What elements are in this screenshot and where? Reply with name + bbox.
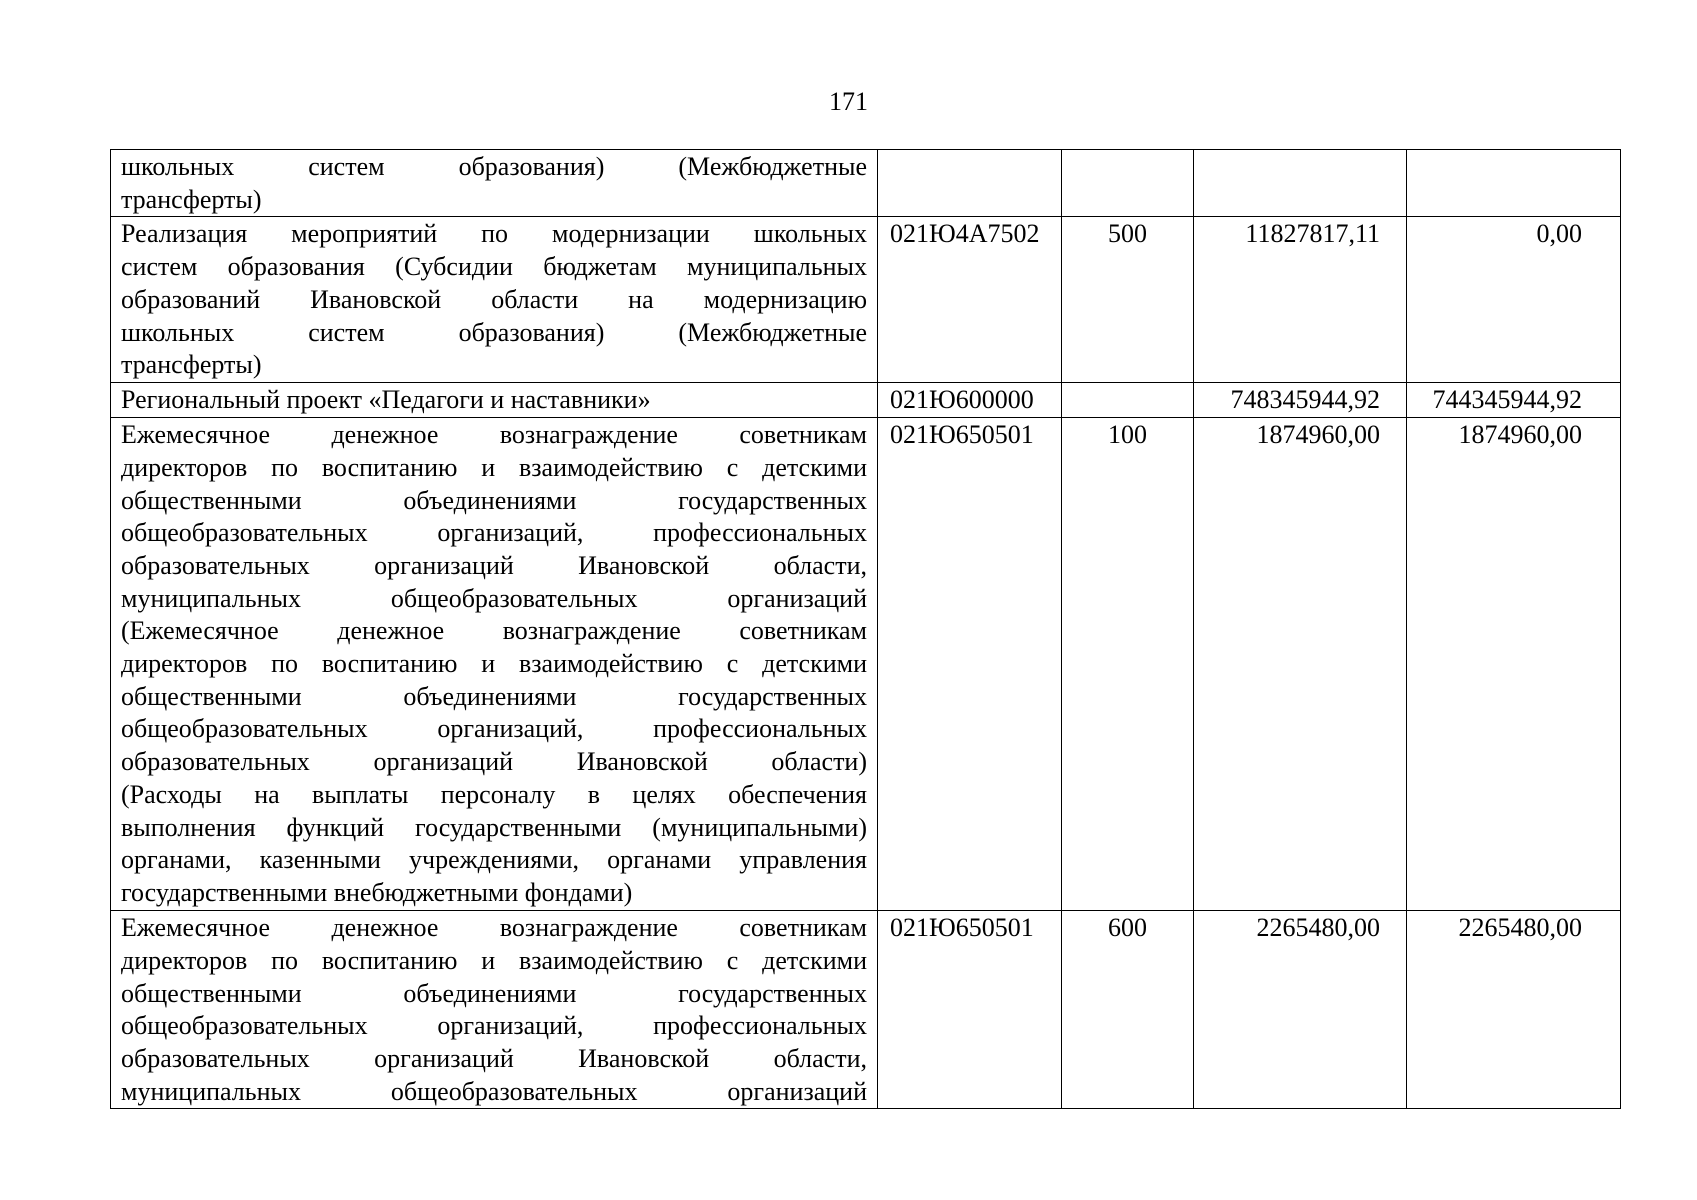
expense-name-line: директоров по воспитанию и взаимодействию с детскими [121, 452, 867, 482]
expense-name-line: (Ежемесячное денежное вознаграждение советникам [121, 616, 867, 646]
expense-name-cell [111, 418, 878, 911]
expense-name-cell [111, 150, 878, 217]
expense-name-line: общеобразовательных организаций, профессиональных [121, 714, 867, 744]
budget-table [110, 149, 1621, 1109]
target-article-code-cell: 021Ю4А7502 [878, 217, 1062, 383]
table-row [111, 150, 1621, 217]
expense-name-line: общеобразовательных организаций, профессиональных [121, 1011, 867, 1041]
amount-year1-cell [1194, 150, 1407, 217]
expense-name-line: трансферты) [121, 350, 262, 380]
expense-name-line: общественными объединениями государственных [121, 681, 867, 711]
table-row [111, 418, 1621, 911]
table-row [111, 911, 1621, 1109]
expense-type-cell: 500 [1062, 217, 1194, 383]
amount-year2-cell [1407, 150, 1621, 217]
expense-name-line: образовательных организаций Ивановской области) [121, 747, 867, 777]
table-body [111, 150, 1621, 1109]
expense-name-cell [111, 217, 878, 383]
expense-name-line: общественными объединениями государственных [121, 485, 867, 515]
table-row [111, 217, 1621, 383]
table-row [111, 383, 1621, 418]
expense-name-line: выполнения функций государственными (муниципальными) [121, 812, 867, 842]
target-article-code-cell [878, 150, 1062, 217]
expense-name-cell [111, 911, 878, 1109]
expense-name-line: образований Ивановской области на модернизацию [121, 284, 867, 314]
expense-name-line: школьных систем образования) (Межбюджетные [121, 317, 867, 347]
target-article-code-cell: 021Ю650501 [878, 911, 1062, 1109]
amount-year2-cell: 744345944,92 [1407, 383, 1621, 418]
target-article-code-cell: 021Ю600000 [878, 383, 1062, 418]
amount-year2-cell: 2265480,00 [1407, 911, 1621, 1109]
expense-name-line: муниципальных общеобразовательных организаций [121, 1076, 867, 1106]
expense-name-line: Ежемесячное денежное вознаграждение советникам [121, 420, 867, 450]
expense-name-line: образовательных организаций Ивановской области, [121, 550, 867, 580]
expense-type-cell: 600 [1062, 911, 1194, 1109]
expense-name-line: школьных систем образования) (Межбюджетные [121, 152, 867, 181]
expense-name-line: директоров по воспитанию и взаимодействию с детскими [121, 945, 867, 975]
expense-name-line: трансферты) [121, 184, 262, 214]
expense-name-line: муниципальных общеобразовательных организаций [121, 583, 867, 613]
amount-year1-cell: 2265480,00 [1194, 911, 1407, 1109]
expense-name-line: общественными объединениями государственных [121, 978, 867, 1008]
amount-year2-cell: 0,00 [1407, 217, 1621, 383]
target-article-code-cell: 021Ю650501 [878, 418, 1062, 911]
amount-year1-cell: 748345944,92 [1194, 383, 1407, 418]
amount-year1-cell: 1874960,00 [1194, 418, 1407, 911]
expense-name-line: директоров по воспитанию и взаимодействию с детскими [121, 649, 867, 679]
expense-name-line: Реализация мероприятий по модернизации школьных [121, 219, 867, 249]
expense-name-line: (Расходы на выплаты персоналу в целях обеспечения [121, 779, 867, 809]
page-number: 171 [829, 87, 868, 116]
amount-year1-cell: 11827817,11 [1194, 217, 1407, 383]
expense-name-line: систем образования (Субсидии бюджетам муниципальных [121, 252, 867, 282]
expense-name-line: общеобразовательных организаций, профессиональных [121, 518, 867, 548]
expense-type-cell [1062, 383, 1194, 418]
expense-name-line: органами, казенными учреждениями, органами управления [121, 845, 867, 875]
expense-name-line: образовательных организаций Ивановской области, [121, 1043, 867, 1073]
amount-year2-cell: 1874960,00 [1407, 418, 1621, 911]
expense-type-cell: 100 [1062, 418, 1194, 911]
expense-name-line: государственными внебюджетными фондами) [121, 877, 633, 907]
expense-type-cell [1062, 150, 1194, 217]
expense-name-line: Ежемесячное денежное вознаграждение советникам [121, 913, 867, 943]
expense-name-cell [111, 383, 878, 418]
expense-name-line: Региональный проект «Педагоги и наставники» [121, 385, 651, 415]
